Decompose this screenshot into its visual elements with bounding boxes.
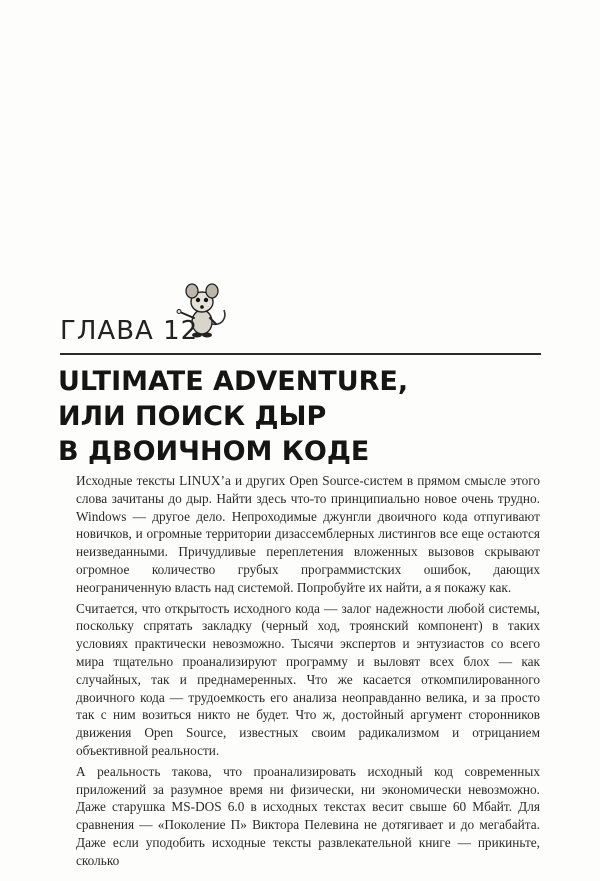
body-text [76, 472, 540, 873]
paragraph: Исходные тексты LINUX’a и других Open Source-систем в прямом смысле этого слова зачитаны до дыр. Найти здесь что-то принципиально новое очень трудно. Windows — другое дело. Непроходимые джунгли двоичного кода отпугивают новичков, и огромные территории дизассемблерных листингов все еще остаются неизведанными. Причудливые переплетения вложенных вызовов скрывают огромное количество грубых программистских ошибок, дающих неограниченную власть над системой. Попробуйте их найти, а я покажу как. [76, 473, 540, 595]
chapter-divider [60, 353, 541, 355]
paragraph: Считается, что открытость исходного кода — залог надежности любой системы, поскольку спрятать закладку (черный ход, троянский компонент) в таких условиях практически невозможно. Тысячи экспертов и энтузиастов со всего мира тщательно проанализируют программу и выловят всех блох — как случайных, так и преднамеренных. Что же касается откомпилированного двоичного кода — трудоемкость его анализа неоправданно велика, и за просто так с ним возиться никто не будет. Что ж, достойный аргумент сторонников движения Open Source, известных своим радикализмом и отрицанием объективной реальности. [76, 600, 540, 758]
chapter-label: ГЛАВА 12 [60, 316, 199, 346]
chapter-title [58, 364, 548, 469]
chapter-title-line: В ДВОИЧНОМ КОДЕ [58, 436, 370, 467]
chapter-title-line: ULTIMATE ADVENTURE, [58, 366, 409, 397]
paragraph: А реальность такова, что проанализировать исходный код современных приложений за разумное время ни физически, ни экономически невозможно. Даже старушка MS-DOS 6.0 в исходных текстах весит свыше 60 Мбайт. Для сравнения — «Поколение П» Виктора Пелевина не дотягивает и до мегабайта. Даже если уподобить исходные тексты развлекательной книге — прикиньте, сколько [76, 763, 540, 868]
chapter-title-line: ИЛИ ПОИСК ДЫР [58, 401, 327, 432]
